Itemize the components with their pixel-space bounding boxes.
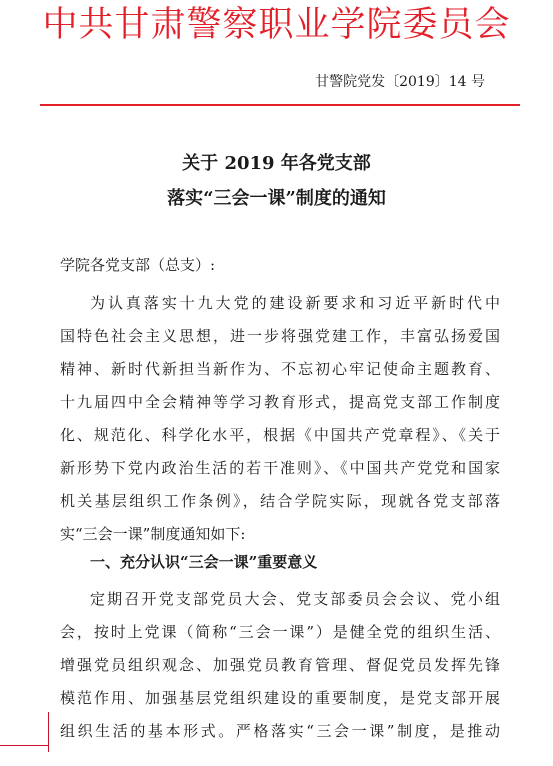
body-paragraph-1 xyxy=(60,287,500,551)
section-heading-1: 一、充分认识“三会一课”重要意义 xyxy=(90,553,318,571)
red-divider-line xyxy=(40,104,520,106)
body-paragraph-2 xyxy=(60,583,500,748)
paragraph-line: 增强党员组织观念、加强党员教育管理、督促党员发挥先锋 xyxy=(60,656,500,674)
paragraph-line: 会，按时上党课（简称“三会一课”）是健全党的组织生活、 xyxy=(60,623,500,641)
crop-mark-vertical xyxy=(48,712,49,752)
paragraph-line: 为认真落实十九大党的建设新要求和习近平新时代中 xyxy=(90,294,500,312)
organization-header-title: 中共甘肃警察职业学院委员会 xyxy=(42,5,511,45)
paragraph-line: 国特色社会主义思想，进一步将强党建工作，丰富弘扬爱国 xyxy=(60,327,500,345)
paragraph-line: 模范作用、加强基层党组织建设的重要制度，是党支部开展 xyxy=(60,689,500,707)
paragraph-line: 新形势下党内政治生活的若干准则》、《中国共产党党和国家 xyxy=(60,459,500,477)
document-number: 甘警院党发〔2019〕14 号 xyxy=(315,74,485,90)
paragraph-line: 定期召开党支部党员大会、党支部委员会会议、党小组 xyxy=(90,590,500,608)
paragraph-line: 实“三会一课”制度通知如下: xyxy=(60,525,246,543)
document-title-line-2: 落实“三会一课”制度的通知 xyxy=(167,188,386,209)
document-title-line-1: 关于 2019 年各党支部 xyxy=(182,153,371,174)
salutation: 学院各党支部（总支）: xyxy=(60,256,216,274)
paragraph-line: 化、规范化、科学化水平，根据《中国共产党章程》、《关于 xyxy=(60,426,500,444)
paragraph-line: 组织生活的基本形式。严格落实“三会一课”制度，是推动 xyxy=(60,722,500,740)
crop-mark-horizontal xyxy=(0,745,48,746)
paragraph-line: 十九届四中全会精神等学习教育形式，提高党支部工作制度 xyxy=(60,393,500,411)
paragraph-line: 机关基层组织工作条例》，结合学院实际，现就各党支部落 xyxy=(60,492,500,510)
paragraph-line: 精神、新时代新担当新作为、不忘初心牢记使命主题教育、 xyxy=(60,360,500,378)
